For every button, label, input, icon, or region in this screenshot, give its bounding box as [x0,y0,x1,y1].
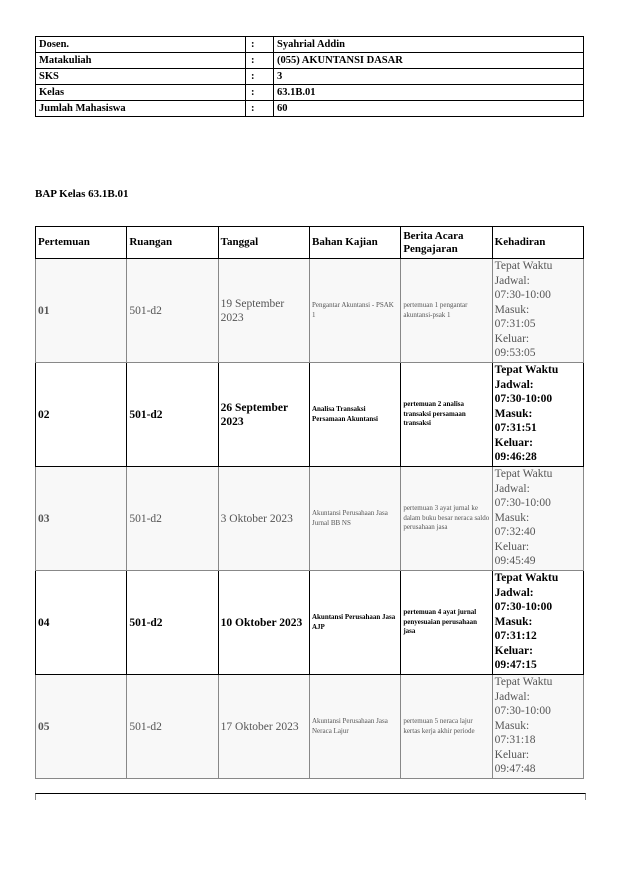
attendance-line: Tepat Waktu [494,676,553,688]
attendance-line: Tepat Waktu [494,260,553,272]
attendance-line: Jadwal: [494,586,534,599]
topic-cell: Pengantar Akuntansi - PSAK 1 [309,259,400,363]
table-continuation [35,793,586,800]
info-row-matakuliah [36,53,584,69]
attendance-cell [492,259,583,363]
attendance-line: 07:31:51 [494,422,537,434]
attendance-line: Tepat Waktu [494,364,559,376]
info-row-kelas [36,85,584,101]
header-tanggal: Tanggal [218,227,309,259]
attendance-line: Keluar: [494,748,530,761]
info-separator: : [246,53,274,69]
attendance-line: Keluar: [494,644,533,657]
meeting-number: 01 [36,259,127,363]
table-row [36,571,584,675]
room-cell: 501-d2 [127,571,218,675]
attendance-line: 07:30-10:00 [494,497,551,509]
attendance-line: Masuk: [494,719,530,732]
attendance-line: Keluar: [494,332,530,345]
attendance-line: Masuk: [494,407,533,420]
attendance-cell [492,467,583,571]
notes-cell: pertemuan 5 neraca lajur kertas kerja akhir periode [401,675,492,779]
meeting-number: 03 [36,467,127,571]
header-berita-acara: Berita Acara Pengajaran [401,227,492,259]
attendance-line: 07:31:05 [494,318,536,330]
info-separator: : [246,101,274,117]
info-separator: : [246,69,274,85]
info-row-jumlah-mahasiswa [36,101,584,117]
table-header-row [36,227,584,259]
course-info-table [35,36,584,117]
attendance-line: 09:45:49 [494,555,536,567]
attendance-line: 07:32:40 [494,526,536,538]
notes-cell: pertemuan 2 analisa transaksi persamaan transaksi [401,363,492,467]
info-row-sks [36,69,584,85]
attendance-line: Jadwal: [494,378,534,391]
attendance-line: 09:53:05 [494,347,536,359]
attendance-line: Masuk: [494,303,530,316]
date-cell: 3 Oktober 2023 [218,467,309,571]
notes-cell: pertemuan 4 ayat jurnal penyesuaian perusahaan jasa [401,571,492,675]
bap-table [35,226,584,779]
date-cell: 19 September 2023 [218,259,309,363]
meeting-number: 02 [36,363,127,467]
room-cell: 501-d2 [127,675,218,779]
room-cell: 501-d2 [127,259,218,363]
meeting-number: 05 [36,675,127,779]
date-cell: 10 Oktober 2023 [218,571,309,675]
info-label: Matakuliah [36,53,246,69]
attendance-line: Jadwal: [494,482,530,495]
info-value: 63.1B.01 [274,85,584,101]
notes-cell: pertemuan 1 pengantar akuntansi-psak 1 [401,259,492,363]
attendance-line: Masuk: [494,615,533,628]
table-row [36,259,584,363]
info-row-dosen [36,37,584,53]
attendance-line: 07:30-10:00 [494,705,551,717]
header-kehadiran: Kehadiran [492,227,583,259]
attendance-line: 09:47:48 [494,763,536,775]
section-title: BAP Kelas 63.1B.01 [35,188,129,200]
info-label: Kelas [36,85,246,101]
topic-cell: Analisa Transaksi Persamaan Akuntansi [309,363,400,467]
table-body [36,259,584,779]
info-value: (055) AKUNTANSI DASAR [274,53,584,69]
attendance-line: Keluar: [494,540,530,553]
date-cell: 26 September 2023 [218,363,309,467]
table-row [36,675,584,779]
info-value: 3 [274,69,584,85]
attendance-line: 09:46:28 [494,451,537,463]
topic-cell: Akuntansi Perusahaan Jasa AJP [309,571,400,675]
meeting-number: 04 [36,571,127,675]
attendance-cell [492,363,583,467]
attendance-line: 07:30-10:00 [494,393,553,405]
attendance-line: Tepat Waktu [494,468,553,480]
info-value: 60 [274,101,584,117]
table-row [36,363,584,467]
attendance-line: 09:47:15 [494,659,537,671]
attendance-line: Jadwal: [494,690,530,703]
info-value: Syahrial Addin [274,37,584,53]
topic-cell: Akuntansi Perusahaan Jasa Jurnal BB NS [309,467,400,571]
attendance-line: Jadwal: [494,274,530,287]
attendance-line: 07:31:18 [494,734,536,746]
room-cell: 501-d2 [127,467,218,571]
info-separator: : [246,37,274,53]
info-separator: : [246,85,274,101]
header-bahan-kajian: Bahan Kajian [309,227,400,259]
attendance-line: 07:30-10:00 [494,601,553,613]
info-label: Dosen. [36,37,246,53]
attendance-cell [492,675,583,779]
attendance-line: 07:30-10:00 [494,289,551,301]
topic-cell: Akuntansi Perusahaan Jasa Neraca Lajur [309,675,400,779]
info-label: SKS [36,69,246,85]
attendance-line: Tepat Waktu [494,572,559,584]
table-row [36,467,584,571]
attendance-cell [492,571,583,675]
attendance-line: Masuk: [494,511,530,524]
info-label: Jumlah Mahasiswa [36,101,246,117]
header-pertemuan: Pertemuan [36,227,127,259]
date-cell: 17 Oktober 2023 [218,675,309,779]
attendance-line: 07:31:12 [494,630,537,642]
room-cell: 501-d2 [127,363,218,467]
header-ruangan: Ruangan [127,227,218,259]
attendance-line: Keluar: [494,436,533,449]
notes-cell: pertemuan 3 ayat jurnal ke dalam buku besar neraca saldo perusahaan jasa [401,467,492,571]
